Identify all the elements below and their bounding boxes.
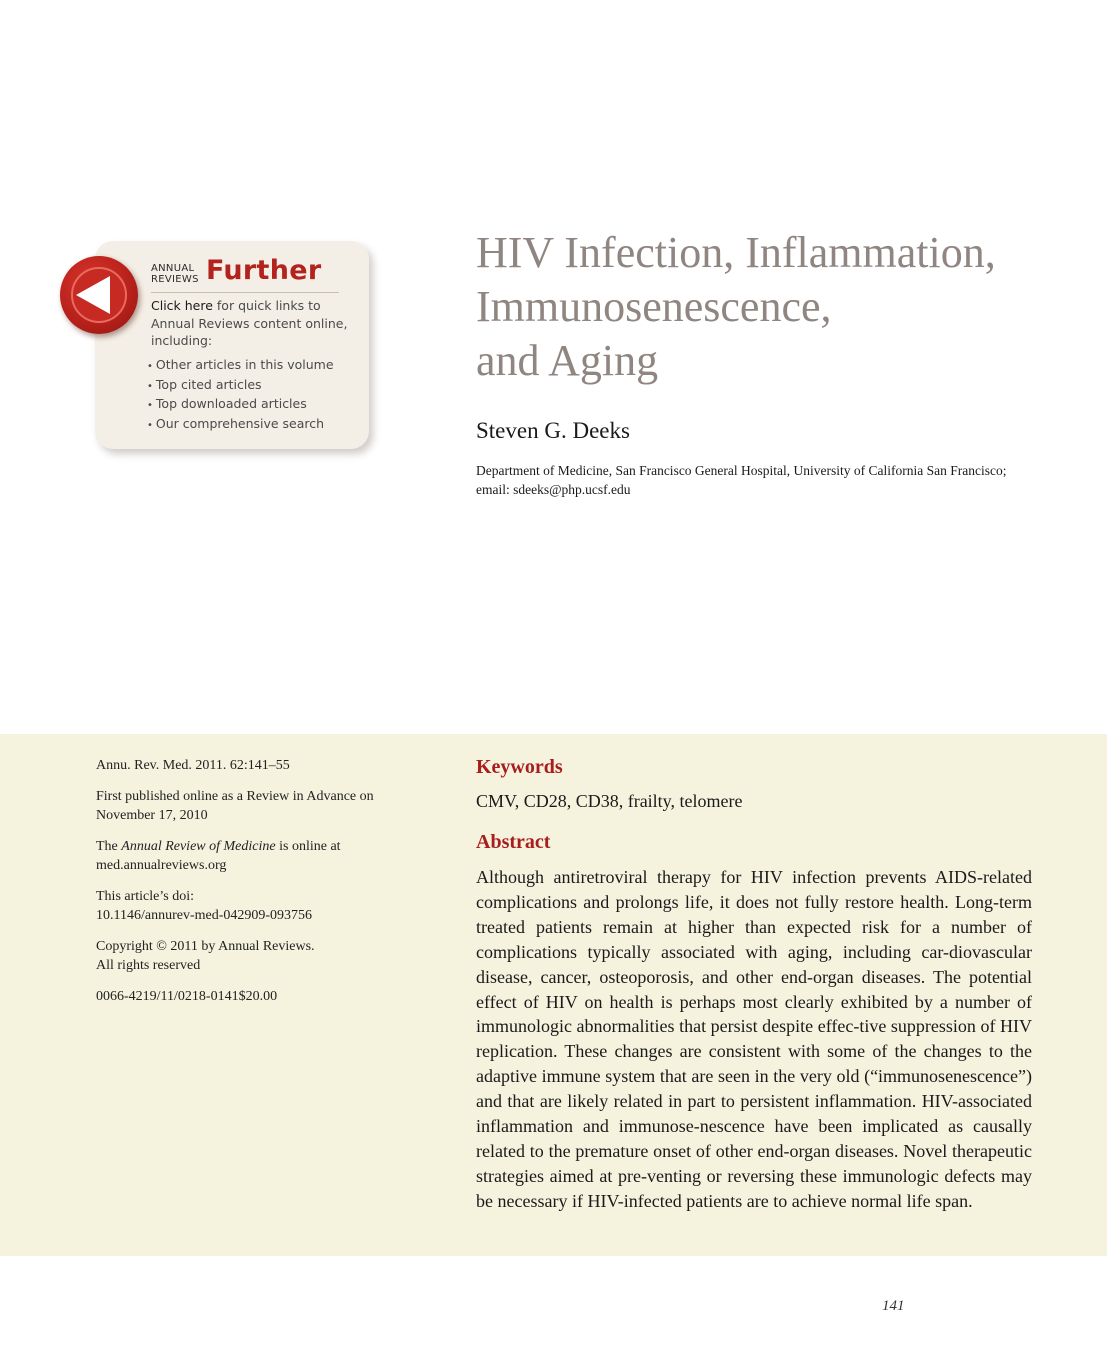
further-intro <box>151 297 351 350</box>
click-here-rest: for quick links to Annual Reviews content online, including: <box>151 298 348 348</box>
article-code: 0066-4219/11/0218-0141$20.00 <box>96 989 278 1004</box>
online-prefix: The <box>96 839 122 854</box>
doi-value[interactable]: 10.1146/annurev-med-042909-093756 <box>96 908 313 923</box>
copyright-line-1: Copyright © 2011 by Annual Reviews. <box>96 939 315 954</box>
page-number: 141 <box>882 1298 905 1314</box>
title-line-2: Immunosenescence, <box>476 282 832 331</box>
article-metadata <box>96 756 416 1018</box>
author-name: Steven G. Deeks <box>476 418 630 443</box>
citation: Annu. Rev. Med. 2011. 62:141–55 <box>96 758 290 773</box>
abstract-heading: Abstract <box>476 831 551 853</box>
click-here-link[interactable]: Click here <box>151 298 213 313</box>
brand-line-reviews: REVIEWS <box>151 274 199 285</box>
further-link-comprehensive-search[interactable]: • Our comprehensive search <box>147 415 334 435</box>
left-arrow-icon <box>60 256 138 334</box>
further-link-top-cited[interactable]: • Top cited articles <box>147 376 334 396</box>
further-links-list <box>147 356 334 434</box>
abstract-panel <box>0 734 1107 1256</box>
doi-block <box>96 887 416 925</box>
copyright-line-2: All rights reserved <box>96 958 201 973</box>
journal-name: Annual Review of Medicine <box>121 839 276 854</box>
further-link-other-articles[interactable]: • Other articles in this volume <box>147 356 334 376</box>
further-left-arrow-icon[interactable] <box>60 256 138 334</box>
keywords-heading: Keywords <box>476 756 563 778</box>
abstract-body: Although antiretroviral therapy for HIV infection prevents AIDS-related complications and prolongs life, it does not fully restore health. Long-term treated patients remain at higher than expected risk for a number of complications typically associated with aging, including car-diovascular disease, cancer, osteoporosis, and other end-organ diseases. The potential effect of HIV on health is perhaps most clearly exhibited by a number of immunologic abnormalities that persist despite effec-tive suppression of HIV replication. These changes are consistent with some of the changes to the adaptive immune system that are seen in the very old (“immunosenescence”) and that are likely related in part to persistent inflammation. HIV-associated inflammation and immunose-nescence have been implicated as causally related to the premature onset of other end-organ diseases. Novel therapeutic strategies aimed at pre-venting or reversing these immunologic defects may be necessary if HIV-infected patients are to achieve normal life span. <box>476 867 1032 1211</box>
title-line-1: HIV Infection, Inflammation, <box>476 228 996 277</box>
further-wordmark: Further <box>206 255 322 286</box>
title-line-3: and Aging <box>476 336 659 385</box>
further-link-top-downloaded[interactable]: • Top downloaded articles <box>147 395 334 415</box>
online-at <box>96 837 416 875</box>
online-suffix: is online at <box>275 839 341 854</box>
author-affiliation: Department of Medicine, San Francisco General Hospital, University of California San Francisco; email: sdeeks@php.ucsf.edu <box>476 463 1007 497</box>
annual-reviews-logo-text <box>151 263 199 285</box>
article-title <box>476 226 1076 388</box>
further-divider <box>151 292 339 293</box>
copyright <box>96 937 416 975</box>
keywords-list: CMV, CD28, CD38, frailty, telomere <box>476 791 743 811</box>
brand-line-annual: ANNUAL <box>151 263 195 274</box>
journal-url[interactable]: med.annualreviews.org <box>96 858 227 873</box>
doi-label: This article’s doi: <box>96 889 194 904</box>
first-published: First published online as a Review in Advance on November 17, 2010 <box>96 789 374 823</box>
